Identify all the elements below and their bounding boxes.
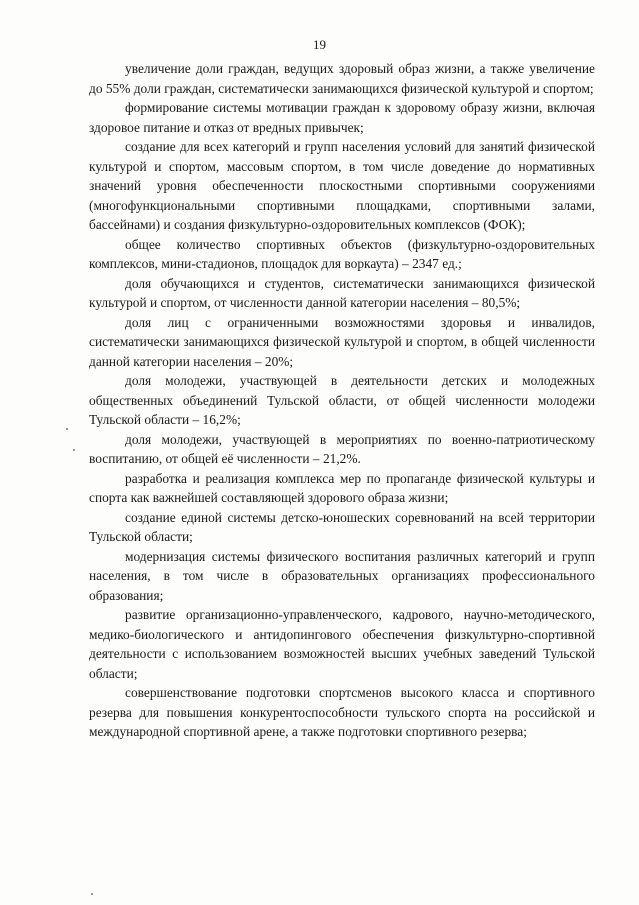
paragraph-3: создание для всех категорий и групп населения условий для занятий физической культурой и спортом, массовым спортом, в том числе доведение до нормативных значений уровня обеспеченности плоскостными спортивными сооружениями (многофункциональными спортивными площадками, спортивными залами, бассейнами) и создания физкультурно-оздоровительных комплексов (ФОК); — [89, 139, 595, 232]
scan-speck — [73, 449, 75, 451]
paragraph-8: доля молодежи, участвующей в мероприятиях по военно-патриотическому воспитанию, от общей её численности – 21,2%. — [89, 431, 595, 466]
paragraph-1: увеличение доли граждан, ведущих здоровый образ жизни, а также увеличение до 55% доли граждан, систематически занимающихся физической культурой и спортом; — [89, 61, 595, 96]
paragraph-2: формирование системы мотивации граждан к здоровому образу жизни, включая здоровое питание и отказ от вредных привычек; — [89, 100, 595, 135]
scan-speck — [91, 893, 93, 895]
paragraph-12: развитие организационно-управленческого, кадрового, научно-методического, медико-биологического и антидопингового обеспечения физкультурно-спортивной деятельности с использованием возможностей высших учебных заведений Тульской области; — [89, 607, 595, 681]
scan-speck — [66, 428, 68, 430]
page-number: 19 — [313, 37, 326, 52]
paragraph-10: создание единой системы детско-юношеских соревнований на всей территории Тульской области; — [89, 509, 595, 544]
paragraph-9: разработка и реализация комплекса мер по пропаганде физической культуры и спорта как важнейшей составляющей здорового образа жизни; — [89, 470, 595, 505]
paragraph-5: доля обучающихся и студентов, систематически занимающихся физической культурой и спортом, от численности данной категории населения – 80,5%; — [89, 275, 595, 310]
paragraph-7: доля молодежи, участвующей в деятельности детских и молодежных общественных объединений Тульской области, от общей численности молодежи Тульской области – 16,2%; — [89, 373, 595, 427]
document-body — [89, 59, 595, 742]
paragraph-13: совершенствование подготовки спортсменов высокого класса и спортивного резерва для повышения конкурентоспособности тульского спорта на российской и международной спортивной арене, а также подготовки спортивного резерва; — [89, 685, 595, 739]
paragraph-11: модернизация системы физического воспитания различных категорий и групп населения, в том числе в образовательных организациях профессионального образования; — [89, 548, 595, 603]
paragraph-6: доля лиц с ограниченными возможностями здоровья и инвалидов, систематически занимающихся физической культурой и спортом, в общей численности данной категории населения – 20%; — [89, 314, 595, 369]
paragraph-4: общее количество спортивных объектов (физкультурно-оздоровительных комплексов, мини-стадионов, площадок для воркаута) – 2347 ед.; — [89, 236, 595, 271]
